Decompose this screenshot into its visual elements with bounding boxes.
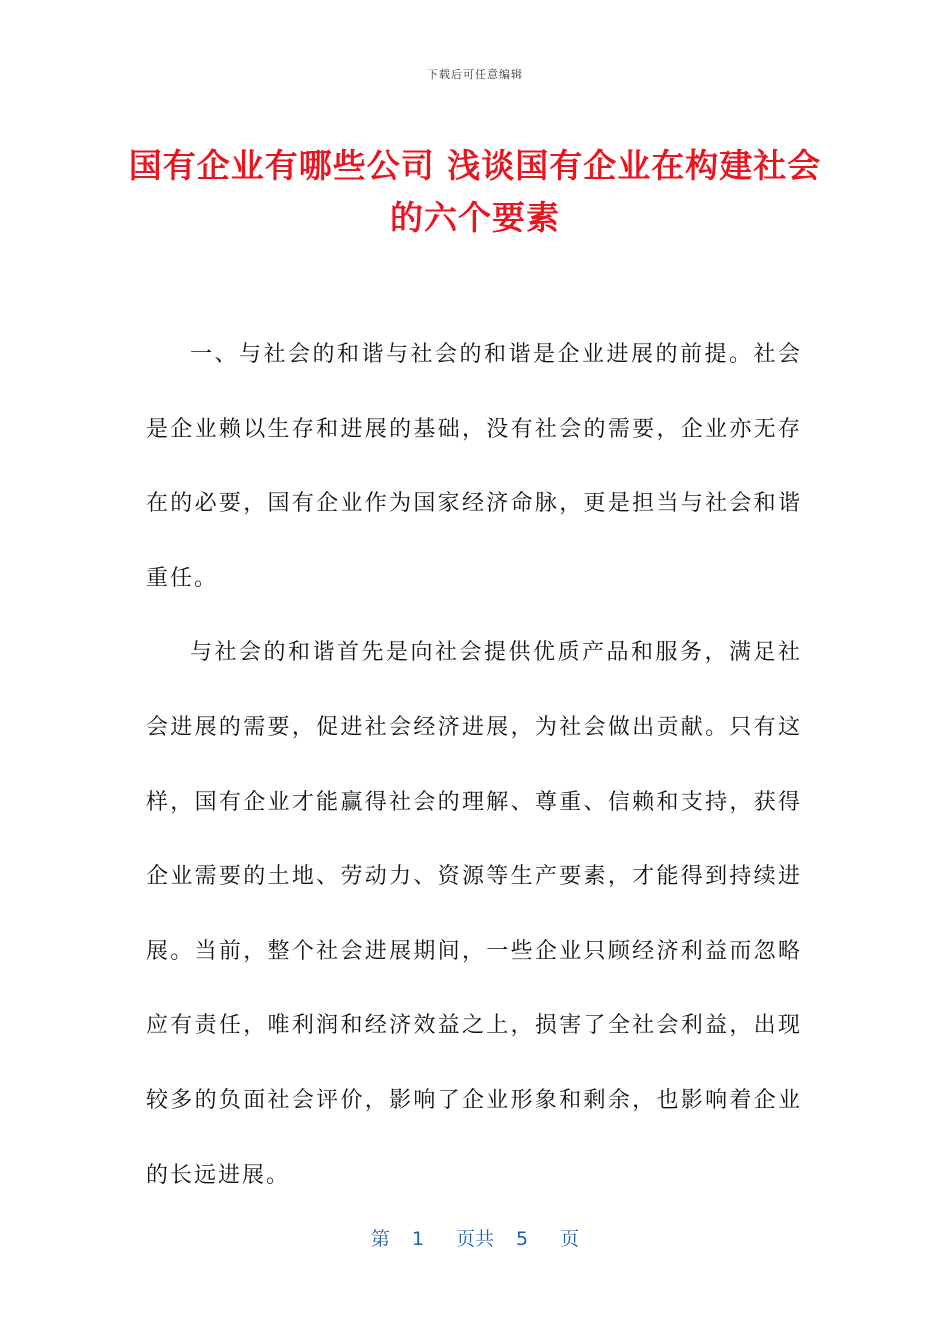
current-page-number: 1 bbox=[411, 1228, 424, 1250]
paragraph: 一、与社会的和谐与社会的和谐是企业进展的前提。社会是企业赖以生存和进展的基础，没有社会的需要，企业亦无存在的必要，国有企业作为国家经济命脉，更是担当与社会和谐重任。 bbox=[146, 342, 802, 591]
page-label-suffix: 页 bbox=[560, 1228, 580, 1250]
page-label-mid: 页共 bbox=[455, 1228, 494, 1250]
page-label-prefix: 第 bbox=[370, 1228, 390, 1250]
total-pages-number: 5 bbox=[516, 1228, 529, 1250]
document-title: 国有企业有哪些公司 浅谈国有企业在构建社会的六个要素 bbox=[128, 146, 822, 237]
page-footer bbox=[0, 1224, 950, 1251]
paragraph: 与社会的和谐首先是向社会提供优质产品和服务，满足社会进展的需要，促进社会经济进展，为社会做出贡献。只有这样，国有企业才能赢得社会的理解、尊重、信赖和支持，获得企业需要的土地、劳动力、资源等生产要素，才能得到持续进展。当前，整个社会进展期间，一些企业只顾经济利益而忽略应有责任，唯利润和经济效益之上，损害了全社会利益，出现较多的负面社会评价，影响了企业形象和剩余，也影响着企业的长远进展。 bbox=[146, 640, 802, 1188]
header-note: 下载后可任意编辑 bbox=[427, 68, 523, 81]
document-body bbox=[146, 318, 802, 1213]
